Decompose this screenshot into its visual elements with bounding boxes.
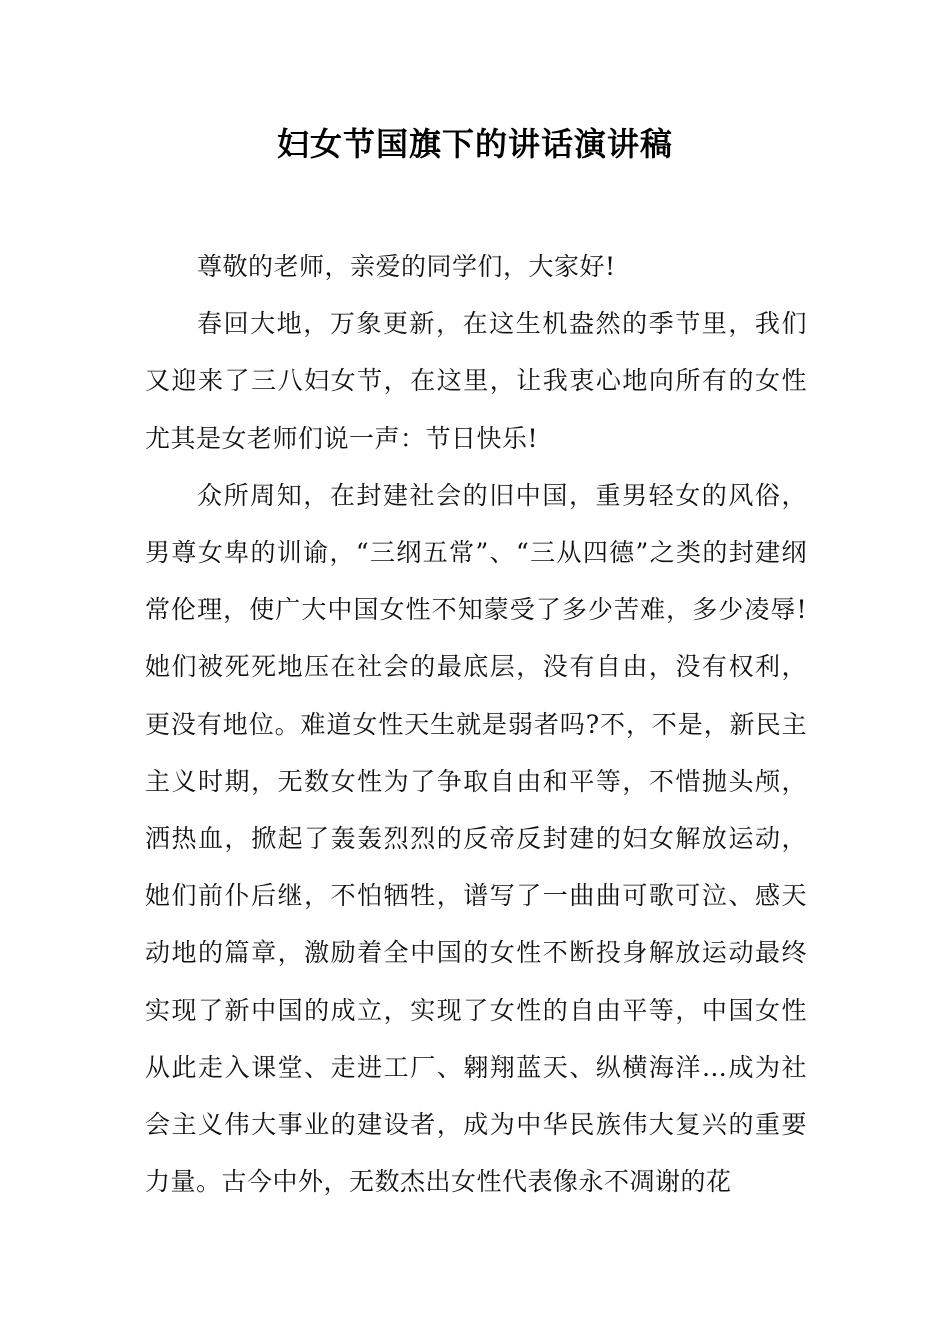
document-title: 妇女节国旗下的讲话演讲稿 — [276, 125, 673, 163]
paragraph-greeting: 尊敬的老师，亲爱的同学们，大家好! — [197, 252, 616, 281]
document-body — [145, 238, 807, 1210]
paragraph-festival-greeting: 春回大地，万象更新，在这生机盎然的季节里，我们又迎来了三八妇女节，在这里，让我衷心地向所有的女性尤其是女老师们说一声：节日快乐! — [145, 309, 807, 453]
paragraph-history: 众所周知，在封建社会的旧中国，重男轻女的风俗，男尊女卑的训谕，“三纲五常”、“三从四德”之类的封建纲常伦理，使广大中国女性不知蒙受了多少苦难，多少凌辱!她们被死死地压在社会的最底层，没有自由，没有权利，更没有地位。难道女性天生就是弱者吗?不，不是，新民主主义时期，无数女性为了争取自由和平等，不惜抛头颅，洒热血，掀起了轰轰烈烈的反帝反封建的妇女解放运动，她们前仆后继，不怕牺牲，谱写了一曲曲可歌可泣、感天动地的篇章，激励着全中国的女性不断投身解放运动最终实现了新中国的成立，实现了女性的自由平等，中国女性从此走入课堂、走进工厂、翱翔蓝天、纵横海洋…成为社会主义伟大事业的建设者，成为中华民族伟大复兴的重要力量。古今中外，无数杰出女性代表像永不凋谢的花 — [145, 480, 807, 1197]
